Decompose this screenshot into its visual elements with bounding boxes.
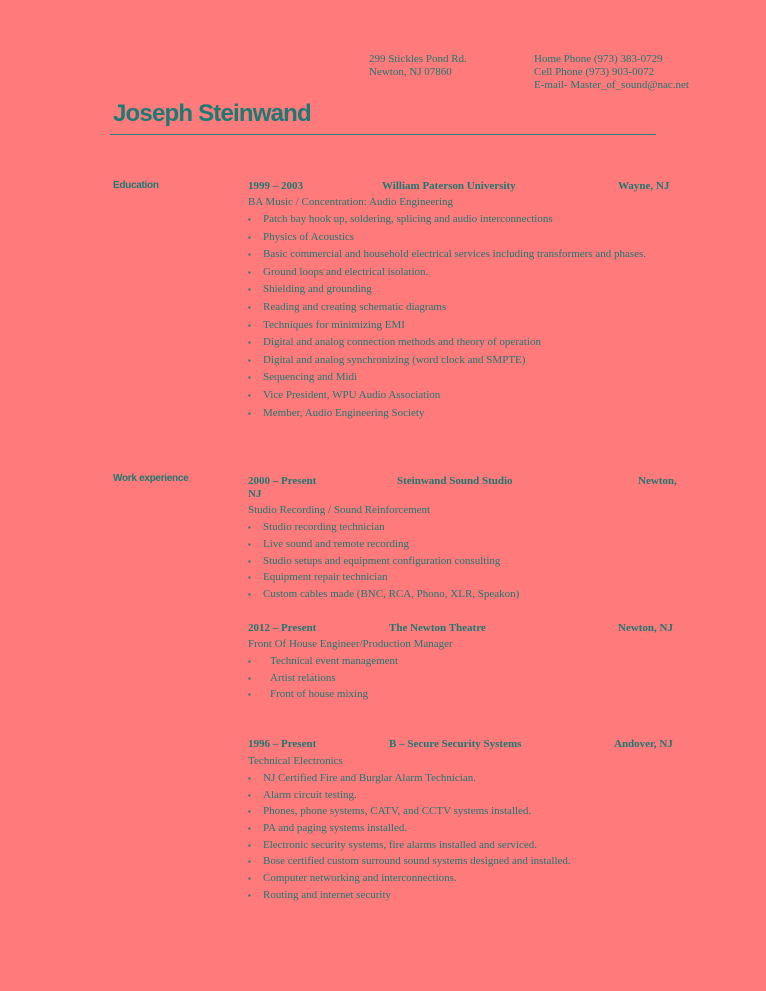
bullet-icon: ▪ bbox=[248, 774, 251, 783]
list-item: ▪ Technical event management bbox=[248, 655, 399, 667]
list-item: ▪ Bose certified custom surround sound systems designed and installed. bbox=[248, 855, 571, 868]
bullet-icon: ▪ bbox=[248, 824, 251, 834]
list-item: ▪ Routing and internet security bbox=[248, 888, 391, 901]
bullet-icon: ▪ bbox=[248, 232, 251, 242]
bullet-icon: ▪ bbox=[248, 373, 251, 383]
job-1-title: Studio Recording / Sound Reinforcement bbox=[248, 504, 431, 516]
bullet-icon: ▪ bbox=[248, 267, 251, 277]
job-3-location: Andover, NJ bbox=[614, 738, 673, 750]
bullet-icon: ▪ bbox=[248, 673, 251, 683]
bullet-icon: ▪ bbox=[248, 523, 251, 532]
list-item: ▪ Techniques for minimizing EMI bbox=[248, 318, 405, 331]
address-line-2: Newton, NJ 07860 bbox=[369, 66, 452, 78]
home-phone: Home Phone (973) 383-0729 bbox=[534, 53, 663, 65]
list-item: ▪ Physics of Acoustics bbox=[248, 230, 355, 243]
list-item: ▪ Alarm circuit testing. bbox=[248, 788, 357, 801]
email: E-mail- Master_of_sound@nac.net bbox=[534, 79, 689, 91]
job-1-location-wrap: NJ bbox=[248, 488, 262, 500]
bullet-icon: ▪ bbox=[248, 390, 251, 400]
bullet-icon: ▪ bbox=[248, 320, 251, 330]
bullet-icon: ▪ bbox=[248, 590, 251, 600]
job-3-title: Technical Electronics bbox=[248, 755, 343, 767]
list-item: ▪ Vice President, WPU Audio Association bbox=[248, 388, 441, 401]
job-3-company: B – Secure Security Systems bbox=[389, 738, 522, 750]
bullet-icon: ▪ bbox=[248, 840, 251, 850]
list-item: ▪ Computer networking and interconnections. bbox=[248, 872, 457, 885]
section-label-education: Education bbox=[113, 180, 159, 191]
resume-name: Joseph Steinwand bbox=[113, 100, 311, 127]
list-item: ▪ Digital and analog connection methods and theory of operation bbox=[248, 336, 541, 349]
bullet-icon: ▪ bbox=[248, 215, 251, 224]
list-item: ▪ Studio recording technician bbox=[248, 521, 385, 533]
education-location: Wayne, NJ bbox=[618, 180, 670, 192]
bullet-icon: ▪ bbox=[248, 890, 251, 900]
job-3-dates: 1996 – Present bbox=[248, 738, 317, 750]
list-item: ▪ Member, Audio Engineering Society bbox=[248, 406, 425, 419]
bullet-icon: ▪ bbox=[248, 539, 251, 549]
phone-email-block bbox=[534, 53, 689, 92]
section-label-work-experience: Work experience bbox=[113, 473, 189, 484]
bullet-icon: ▪ bbox=[248, 807, 251, 817]
list-item: ▪ Electronic security systems, fire alarms installed and serviced. bbox=[248, 838, 537, 851]
address-line-1: 299 Stickles Pond Rd. bbox=[369, 53, 467, 65]
bullet-icon: ▪ bbox=[248, 857, 251, 867]
job-3-duty-list bbox=[248, 772, 571, 906]
job-2-dates: 2012 – Present bbox=[248, 622, 317, 634]
bullet-icon: ▪ bbox=[248, 338, 251, 348]
header-divider bbox=[110, 134, 656, 135]
bullet-icon: ▪ bbox=[248, 790, 251, 800]
list-item: ▪ Front of house mixing bbox=[248, 688, 369, 700]
list-item: ▪ Basic commercial and household electrical services including transformers and phases. bbox=[248, 248, 647, 261]
job-1-dates: 2000 – Present bbox=[248, 475, 317, 487]
job-1-duty-list bbox=[248, 521, 519, 605]
job-2-title: Front Of House Engineer/Production Manager bbox=[248, 638, 453, 650]
bullet-icon: ▪ bbox=[248, 250, 251, 260]
bullet-icon: ▪ bbox=[248, 874, 251, 884]
education-course-list bbox=[248, 213, 646, 424]
list-item: ▪ Artist relations bbox=[248, 671, 336, 684]
bullet-icon: ▪ bbox=[248, 302, 251, 312]
cell-phone: Cell Phone (973) 903-0072 bbox=[534, 66, 655, 78]
job-1-company: Steinwand Sound Studio bbox=[397, 475, 513, 487]
list-item: ▪ Live sound and remote recording bbox=[248, 537, 410, 550]
list-item: ▪ Phones, phone systems, CATV, and CCTV systems installed. bbox=[248, 805, 532, 818]
list-item: ▪ Digital and analog synchronizing (word clock and SMPTE) bbox=[248, 353, 526, 366]
education-dates: 1999 – 2003 bbox=[248, 180, 303, 192]
list-item: ▪ NJ Certified Fire and Burglar Alarm Technician. bbox=[248, 772, 476, 784]
job-2-company: The Newton Theatre bbox=[389, 622, 486, 634]
job-2-duty-list bbox=[248, 655, 398, 705]
bullet-icon: ▪ bbox=[248, 657, 251, 666]
bullet-icon: ▪ bbox=[248, 690, 251, 699]
list-item: ▪ Studio setups and equipment configuration consulting bbox=[248, 554, 501, 567]
bullet-icon: ▪ bbox=[248, 355, 251, 365]
list-item: ▪ PA and paging systems installed. bbox=[248, 822, 408, 835]
list-item: ▪ Shielding and grounding bbox=[248, 283, 372, 296]
job-1-location: Newton, bbox=[638, 475, 677, 487]
list-item: ▪ Reading and creating schematic diagrams bbox=[248, 300, 447, 313]
bullet-icon: ▪ bbox=[248, 573, 251, 583]
job-2-location: Newton, NJ bbox=[618, 622, 673, 634]
list-item: ▪ Sequencing and Midi bbox=[248, 371, 358, 384]
list-item: ▪ Ground loops and electrical isolation. bbox=[248, 265, 429, 278]
address-block bbox=[369, 53, 467, 79]
list-item: ▪ Equipment repair technician bbox=[248, 571, 388, 584]
bullet-icon: ▪ bbox=[248, 556, 251, 566]
bullet-icon: ▪ bbox=[248, 408, 251, 418]
education-degree: BA Music / Concentration: Audio Engineering bbox=[248, 196, 454, 208]
list-item: ▪ Patch bay hook up, soldering, splicing and audio interconnections bbox=[248, 213, 553, 225]
education-school: William Paterson University bbox=[382, 180, 516, 192]
bullet-icon: ▪ bbox=[248, 285, 251, 295]
list-item: ▪ Custom cables made (BNC, RCA, Phono, XLR, Speakon) bbox=[248, 588, 520, 601]
